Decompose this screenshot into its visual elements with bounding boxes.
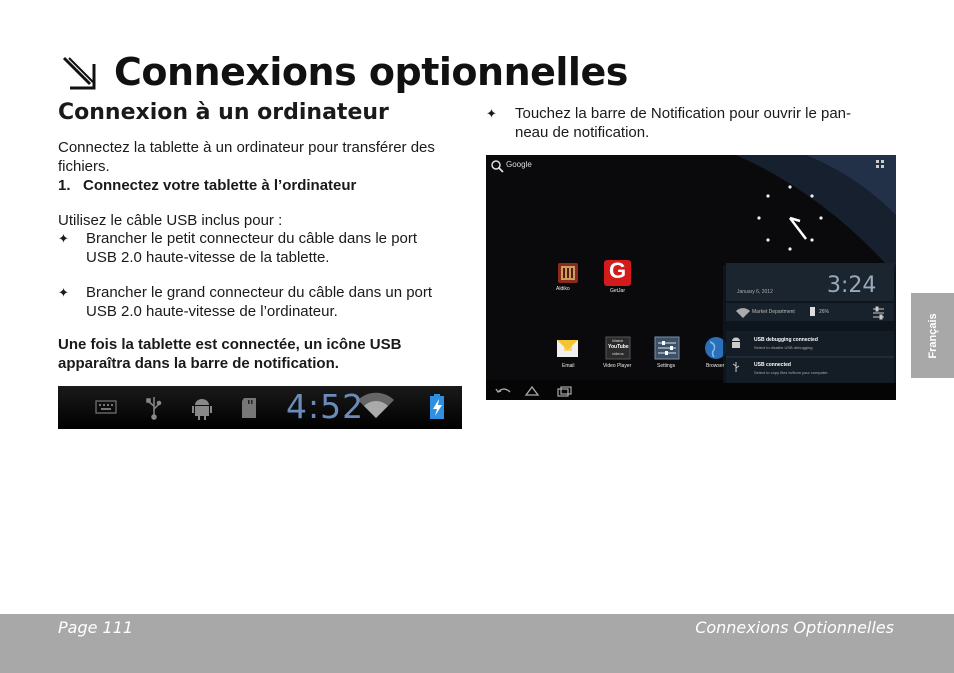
bullet-text: USB 2.0 haute-vitesse de la tablette. <box>86 249 330 266</box>
email-app-icon <box>557 340 578 357</box>
usage-text: Utilisez le câble USB inclus pour : <box>58 212 283 229</box>
bullet-star-icon: ✦ <box>58 231 69 246</box>
notification-title: USB debugging connected <box>754 337 818 343</box>
section-title: Connexion à un ordinateur <box>58 100 389 125</box>
youtube-tile-text: videos <box>612 351 624 356</box>
app-label: Browser <box>706 363 725 369</box>
bullet-text: Brancher le grand connecteur du câble dans un port <box>86 284 433 301</box>
app-label: Aldiko <box>556 286 570 292</box>
bullet-text: Touchez la barre de Notification pour ouvrir le pan- <box>515 105 852 122</box>
bullet-text: USB 2.0 haute-vitesse de l’ordinateur. <box>86 303 338 320</box>
youtube-tile-text: Watch <box>612 338 624 343</box>
note-text: apparaîtra dans la barre de notification. <box>58 355 339 372</box>
quick-settings-icon <box>873 307 884 319</box>
step-heading: 1. Connectez votre tablette à l’ordinateur <box>58 177 357 194</box>
status-bar-icons <box>58 386 462 429</box>
notification-time: 3:24 <box>827 273 877 298</box>
app-label: Video Player <box>603 363 632 369</box>
notification-title: USB connected <box>754 362 791 368</box>
bullet-star-icon: ✦ <box>486 106 497 121</box>
app-label: Settings <box>657 363 676 369</box>
status-bar-screenshot <box>58 386 462 429</box>
app-label: GetJar <box>610 288 626 294</box>
battery-icon <box>810 307 815 316</box>
page-title: Connexions optionnelles <box>58 50 628 94</box>
battery-charging-icon <box>430 394 444 419</box>
notification-battery: 26% <box>819 309 830 315</box>
intro-text: Connectez la tablette à un ordinateur pour transférer des fichiers. <box>58 139 435 175</box>
page-number: Page 111 <box>58 618 134 637</box>
bullet-text: Brancher le petit connecteur du câble dans le port <box>86 230 418 247</box>
notification-subtitle: Select to disable USB debugging. <box>754 345 814 350</box>
google-search-label: Google <box>506 160 532 169</box>
youtube-tile-text: YouTube <box>608 344 629 350</box>
page-footer <box>0 614 954 673</box>
notification-subtitle: Select to copy files to/from your computer. <box>754 370 829 375</box>
note-text: Une fois la tablette est connectée, un icône USB <box>58 336 402 353</box>
settings-app-icon <box>655 337 679 359</box>
tablet-home-screenshot <box>486 155 896 400</box>
notification-network: Market Department <box>752 309 795 315</box>
android-debug-icon <box>732 338 740 349</box>
status-bar-time: 4:52 <box>286 387 365 426</box>
arrow-down-right-icon <box>58 52 98 92</box>
footer-section-title: Connexions Optionnelles <box>695 618 894 637</box>
language-side-tab: Français <box>911 293 954 378</box>
bullet-star-icon: ✦ <box>58 285 69 300</box>
sd-card-icon <box>242 398 256 418</box>
getjar-letter: G <box>609 258 627 283</box>
app-label: Email <box>562 363 575 369</box>
aldiko-app-icon <box>558 263 578 283</box>
bullet-text: neau de notification. <box>515 124 650 141</box>
notification-date: January 6, 2012 <box>737 289 773 295</box>
